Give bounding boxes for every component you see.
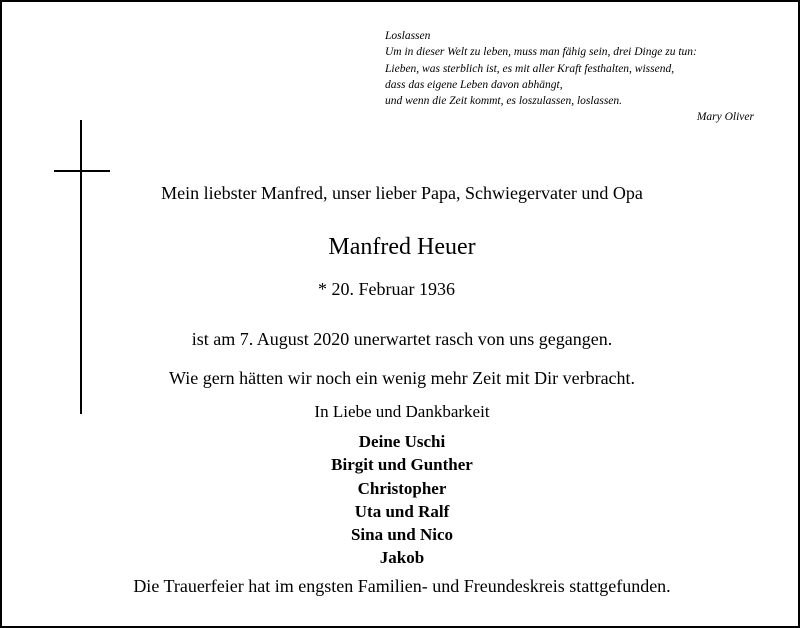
poem-author: Mary Oliver [696,111,754,124]
mourner-name: Uta und Ralf [354,501,450,521]
funeral-note: Die Trauerfeier hat im engsten Familien- und Freundeskreis stattgefunden. [133,576,671,596]
poem-line: dass das eigene Leben davon abhängt, [385,78,563,91]
mourner-name: Birgit und Gunther [331,455,473,475]
cross-horizontal-bar [54,170,110,172]
mourner-name: Jakob [379,548,425,568]
birth-date: * 20. Februar 1936 [318,279,455,299]
poem-title: Loslassen [385,30,431,42]
closing-line: In Liebe und Dankbarkeit [314,402,490,421]
poem-line: Lieben, was sterblich ist, es mit aller Kraft festhalten, wissend, [385,62,675,75]
poem-line: und wenn die Zeit kommt, es loszulassen, loslassen. [385,95,623,108]
death-statement: ist am 7. August 2020 unerwartet rasch von uns gegangen. [191,329,613,349]
mourner-name: Christopher [357,478,447,498]
deceased-name: Manfred Heuer [328,234,476,260]
mourner-name: Sina und Nico [350,525,454,545]
intro-line: Mein liebster Manfred, unser lieber Papa, Schwiegervater und Opa [161,183,643,203]
mourner-name: Deine Uschi [358,432,446,451]
poem-line: Um in dieser Welt zu leben, muss man fähig sein, drei Dinge zu tun: [385,46,697,59]
memorial-quote: Wie gern hätten wir noch ein wenig mehr Zeit mit Dir verbracht. [168,368,636,388]
poem-block [385,28,785,126]
mourners-list [2,430,800,570]
